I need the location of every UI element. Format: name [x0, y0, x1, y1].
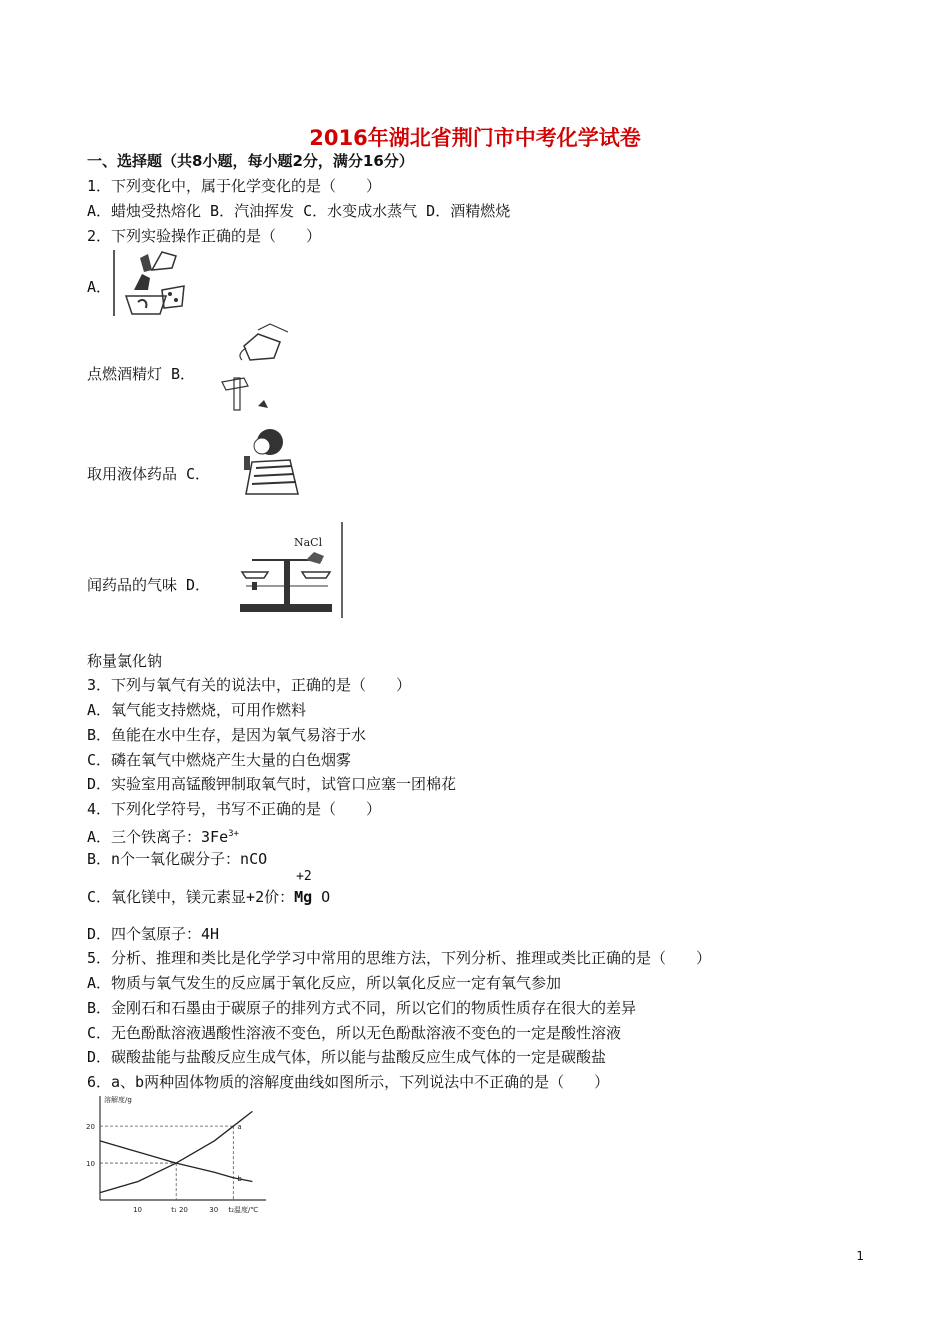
smell-chemical-figure	[232, 424, 304, 496]
question-3-option-a: A．氧气能支持燃烧，可用作燃料	[87, 701, 307, 719]
y-tick-label: 20	[86, 1123, 95, 1132]
y-tick-label: 10	[86, 1160, 95, 1169]
question-2-caption-d: 称量氯化钠	[87, 652, 163, 670]
question-4-option-c	[87, 869, 331, 907]
section-heading: 一、选择题（共8小题，每小题2分，满分16分）	[87, 152, 414, 170]
question-3-option-d: D．实验室用高锰酸钾制取氧气时，试管口应塞一团棉花	[87, 775, 457, 793]
question-4-option-c-text: C．氧化镁中，镁元素显+2价：	[87, 888, 295, 906]
question-1-stem: 1．下列变化中，属于化学变化的是（ ）	[87, 177, 382, 195]
valence-number: +2	[296, 869, 312, 884]
series-a-label: a	[237, 1123, 242, 1132]
question-2-caption-a: 点燃酒精灯 B．	[87, 365, 196, 383]
element-symbol: Mg	[294, 888, 313, 906]
question-4-option-a-text: A．三个铁离子：3Fe	[87, 828, 229, 846]
page-number: 1	[856, 1249, 864, 1263]
question-1-options: A．蜡烛受热熔化 B．汽油挥发 C．水变成水蒸气 D．酒精燃烧	[87, 202, 511, 220]
question-5-option-d: D．碳酸盐能与盐酸反应生成气体，所以能与盐酸反应生成气体的一定是碳酸盐	[87, 1048, 607, 1066]
question-2-caption-c: 闻药品的气味 D．	[87, 576, 211, 594]
question-4-option-a	[87, 824, 239, 847]
question-5-option-a: A．物质与氧气发生的反应属于氧化反应，所以氧化反应一定有氧气参加	[87, 974, 562, 992]
question-4-option-d: D．四个氢原子：4H	[87, 925, 220, 943]
oxygen-symbol: O	[312, 888, 331, 906]
question-3-option-b: B．鱼能在水中生存，是因为氧气易溶于水	[87, 726, 367, 744]
x-tick-label: t₁ 20	[171, 1206, 188, 1214]
y-axis-label: 溶解度/g	[104, 1096, 132, 1104]
charge-superscript: 3+	[228, 829, 239, 839]
balance-weighing-figure	[232, 520, 348, 620]
x-tick-label: t₂	[228, 1206, 234, 1214]
nacl-label: NaCl	[294, 536, 323, 549]
page-title: 2016年湖北省荆门市中考化学试卷	[309, 126, 641, 150]
solubility-curve-chart	[84, 1094, 270, 1216]
question-5-option-b: B．金刚石和石墨由于碳原子的排列方式不同，所以它们的物质性质存在很大的差异	[87, 999, 637, 1017]
question-4-option-b: B．n个一氧化碳分子：nCO	[87, 850, 268, 868]
x-tick-label: 10	[133, 1206, 143, 1214]
question-3-stem: 3．下列与氧气有关的说法中，正确的是（ ）	[87, 676, 412, 694]
valence-symbol	[294, 869, 313, 907]
question-6-stem: 6．a、b两种固体物质的溶解度曲线如图所示，下列说法中不正确的是（ ）	[87, 1073, 610, 1091]
pour-liquid-figure	[218, 322, 294, 418]
question-2-stem: 2．下列实验操作正确的是（ ）	[87, 227, 322, 245]
question-4-stem: 4．下列化学符号，书写不正确的是（ ）	[87, 800, 382, 818]
x-axis-label: 温度/℃	[234, 1206, 259, 1214]
question-5-stem: 5．分析、推理和类比是化学学习中常用的思维方法，下列分析、推理或类比正确的是（ ）	[87, 949, 712, 967]
alcohol-lamp-lighting-figure	[112, 250, 192, 318]
question-3-option-c: C．磷在氧气中燃烧产生大量的白色烟雾	[87, 751, 352, 769]
question-5-option-c: C．无色酚酞溶液遇酸性溶液不变色，所以无色酚酞溶液不变色的一定是酸性溶液	[87, 1024, 622, 1042]
question-2-option-a-label: A．	[87, 278, 112, 296]
x-tick-label: 30	[209, 1206, 219, 1214]
question-2-caption-b: 取用液体药品 C．	[87, 465, 211, 483]
series-b-label: b	[237, 1174, 242, 1183]
